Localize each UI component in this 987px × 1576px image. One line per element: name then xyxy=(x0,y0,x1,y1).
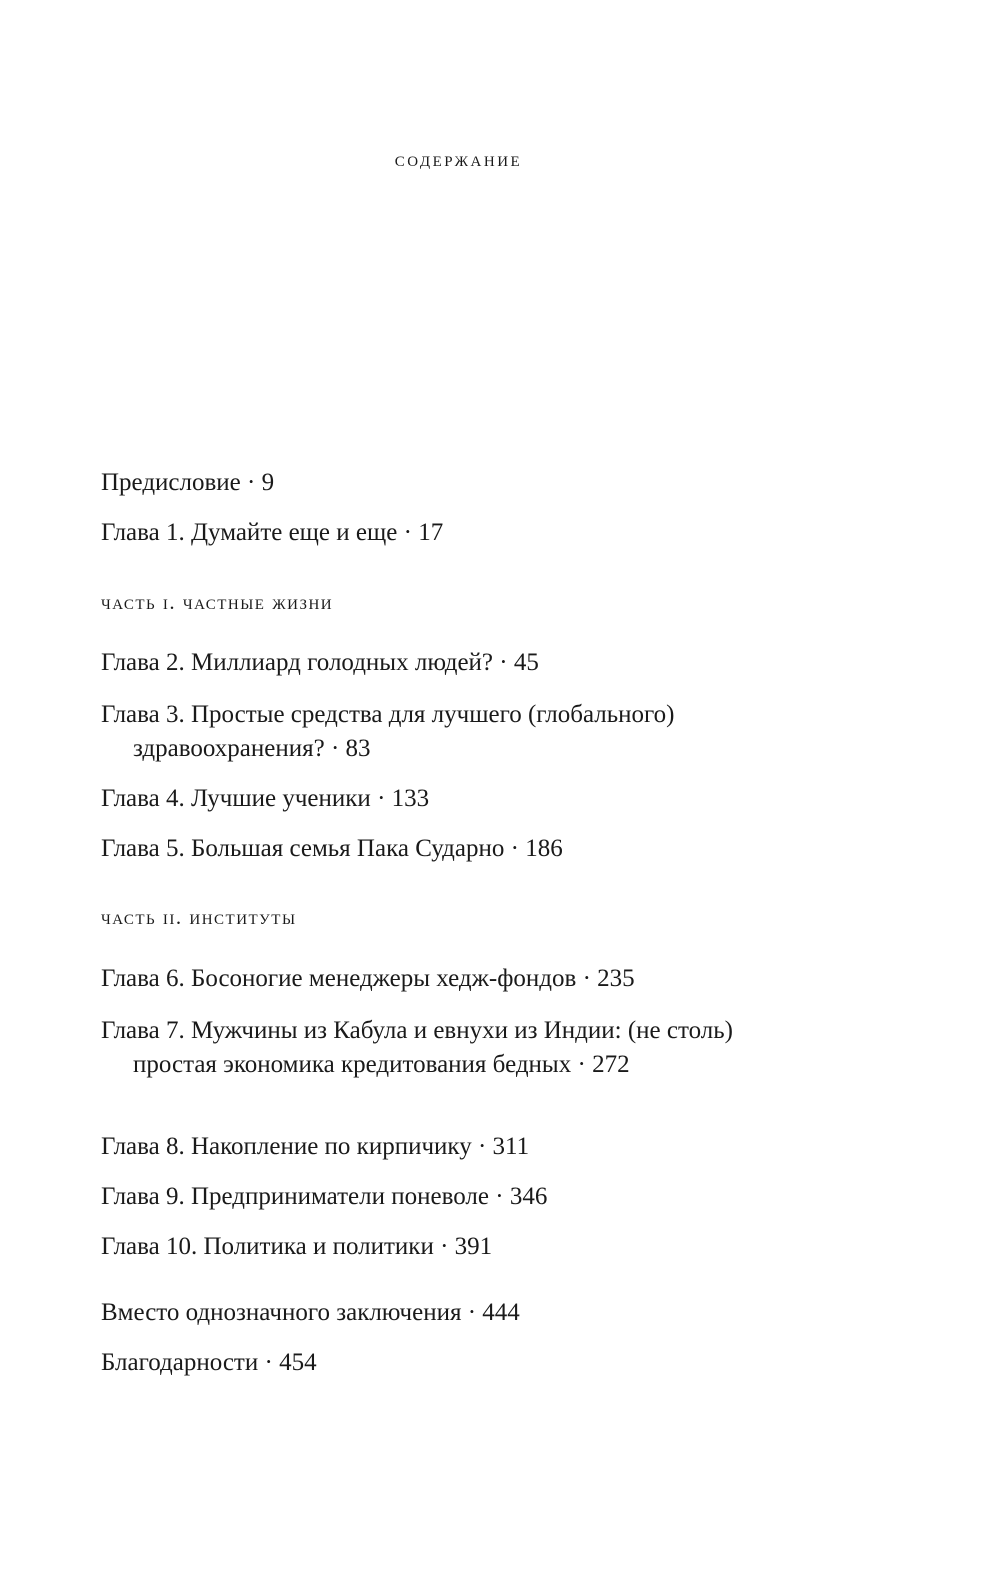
toc-entry-page: 133 xyxy=(391,785,430,812)
toc-entry-text: Глава 1. Думайте еще и еще xyxy=(101,519,398,546)
toc-entry-text: Вместо однозначного заключения xyxy=(101,1299,462,1326)
toc-entry-conclusion xyxy=(101,1296,913,1330)
toc-entry-page: 83 xyxy=(345,735,371,762)
toc-separator: · xyxy=(240,469,262,496)
toc-separator: · xyxy=(504,835,526,862)
toc-entry-page: 45 xyxy=(513,649,539,676)
toc-entry-page: 311 xyxy=(492,1133,530,1160)
toc-entry-chapter-1 xyxy=(101,516,913,550)
toc-entry-preface xyxy=(101,466,913,500)
toc-entry-text: Глава 4. Лучшие ученики xyxy=(101,785,371,812)
toc-separator: · xyxy=(461,1299,483,1326)
toc-entry-chapter-9 xyxy=(101,1180,913,1214)
toc-separator: · xyxy=(397,519,419,546)
toc-separator: · xyxy=(576,965,598,992)
toc-entry-page: 17 xyxy=(418,519,444,546)
toc-entry-page: 346 xyxy=(509,1183,548,1210)
toc-entry-text: Глава 6. Босоногие менеджеры хедж-фондов xyxy=(101,965,577,992)
toc-entry-text: Благодарности xyxy=(101,1349,259,1376)
toc-entry-chapter-6 xyxy=(101,962,913,996)
toc-entry-text: Глава 10. Политика и политики xyxy=(101,1233,434,1260)
toc-entry-chapter-7 xyxy=(101,1014,793,1082)
toc-entry-page: 454 xyxy=(279,1349,317,1376)
toc-separator: · xyxy=(324,735,346,762)
toc-entry-text: Глава 9. Предприниматели поневоле xyxy=(101,1183,489,1210)
toc-entry-page: 272 xyxy=(592,1051,630,1078)
toc-separator: · xyxy=(258,1349,280,1376)
toc-entry-chapter-5 xyxy=(101,832,913,866)
toc-entry-text: Глава 7. Мужчины из Кабула и евнухи из Индии: (не столь) простая экономика кредитования бедных xyxy=(101,1017,733,1078)
toc-entry-page: 186 xyxy=(525,835,563,862)
toc-separator: · xyxy=(571,1051,593,1078)
toc-entry-chapter-4 xyxy=(101,782,913,816)
toc-entry-page: 235 xyxy=(597,965,635,992)
page-title: содержание xyxy=(394,146,523,171)
toc-entry-chapter-8 xyxy=(101,1130,913,1164)
toc-entry-chapter-2 xyxy=(101,646,913,680)
toc-entry-page: 391 xyxy=(454,1233,493,1260)
toc-entry-text: Предисловие xyxy=(101,469,241,496)
toc-separator: · xyxy=(493,649,514,676)
toc-separator: · xyxy=(370,785,392,812)
toc-entry-acknowledgements xyxy=(101,1346,913,1380)
toc-separator: · xyxy=(488,1183,510,1210)
toc-entry-chapter-10 xyxy=(101,1230,913,1264)
toc-entry-text: Глава 5. Большая семья Пака Сударно xyxy=(101,835,505,862)
toc-entry-text: Глава 8. Накопление по кирпичику xyxy=(101,1133,472,1160)
toc-entry-page: 9 xyxy=(261,469,275,496)
toc-entry-page: 444 xyxy=(482,1299,520,1326)
toc-entry-chapter-3 xyxy=(101,698,693,766)
toc-separator: · xyxy=(471,1133,493,1160)
toc-part-1: часть i. частные жизни xyxy=(101,590,334,614)
toc-entry-text: Глава 2. Миллиард голодных людей? xyxy=(101,649,494,676)
toc-entry-text: Глава 3. Простые средства для лучшего (глобального) здравоохранения? xyxy=(101,701,675,762)
toc-part-2: часть ii. институты xyxy=(101,905,297,929)
toc-separator: · xyxy=(433,1233,455,1260)
